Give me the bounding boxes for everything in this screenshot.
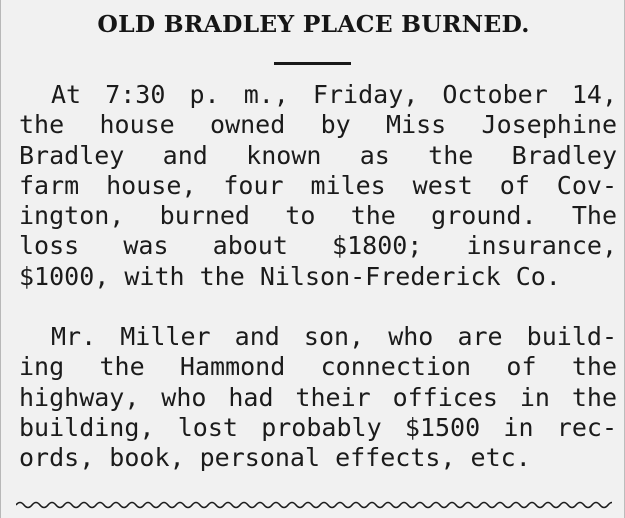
text-line: Bradley and known as the Bradley [19, 140, 617, 170]
paragraph-2 [19, 322, 617, 473]
text-line: the house owned by Miss Josephine [19, 110, 617, 140]
headline-rule [274, 62, 351, 65]
article-headline: OLD BRADLEY PLACE BURNED. [97, 10, 530, 38]
text-line: Mr. Miller and son, who are build- [51, 322, 617, 351]
text-line: loss was about $1800; insurance, [19, 231, 617, 261]
text-line: ington, burned to the ground. The [19, 201, 617, 231]
text-line: ords, book, personal effects, etc. [19, 443, 531, 473]
text-line: highway, who had their offices in the [19, 382, 617, 412]
wavy-divider [16, 499, 612, 511]
text-line: $1000, with the Nilson-Frederick Co. [19, 261, 561, 291]
text-line: farm house, four miles west of Cov- [19, 170, 617, 200]
paragraph-1 [19, 80, 617, 292]
text-line: building, lost probably $1500 in rec- [19, 412, 617, 442]
text-line: At 7:30 p. m., Friday, October 14, [51, 80, 617, 109]
text-line: ing the Hammond connection of the [19, 352, 617, 382]
